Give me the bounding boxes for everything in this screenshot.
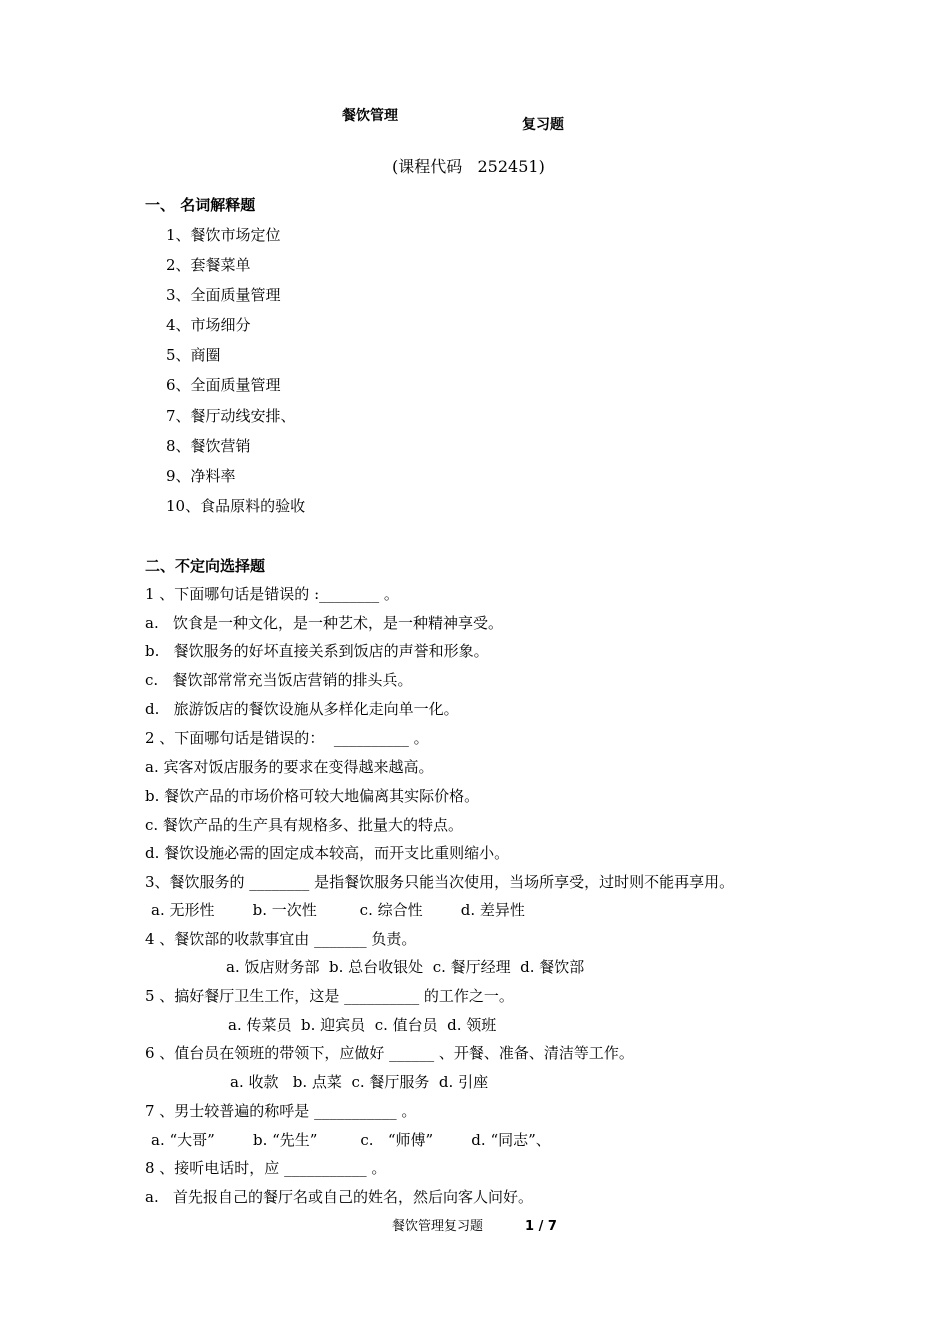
section1-heading: 一、 名词解释题 (145, 196, 256, 214)
option-line: d. 餐饮设施必需的固定成本较高，而开支比重则缩小。 (145, 844, 510, 862)
option-line: a. 无形性 b. 一次性 c. 综合性 d. 差异性 (151, 901, 525, 919)
option-line: b. 餐饮服务的好坏直接关系到饭店的声誉和形象。 (145, 642, 489, 660)
option-line: a. 饮食是一种文化，是一种艺术，是一种精神享受。 (145, 614, 504, 632)
option-line: a. 收款 b. 点菜 c. 餐厅服务 d. 引座 (230, 1073, 489, 1091)
footer-label: 餐饮管理复习题 (392, 1219, 484, 1234)
question-line: 4 、餐饮部的收款事宜由 _______ 负责。 (145, 930, 417, 948)
question-line: 6 、值台员在领班的带领下，应做好 ______ 、开餐、准备、清洁等工作。 (145, 1044, 634, 1062)
term-item: 2、套餐菜单 (166, 256, 251, 274)
section2-heading: 二、不定向选择题 (145, 557, 266, 575)
term-item: 6、全面质量管理 (166, 376, 281, 394)
option-line: a. 饭店财务部 b. 总台收银处 c. 餐厅经理 d. 餐饮部 (226, 958, 585, 976)
question-line: 1 、下面哪句话是错误的 :________ 。 (145, 585, 399, 603)
option-line: a. 宾客对饭店服务的要求在变得越来越高。 (145, 758, 434, 776)
term-item: 4、市场细分 (166, 316, 251, 334)
question-line: 5 、搞好餐厅卫生工作，这是 __________ 的工作之一。 (145, 987, 514, 1005)
term-item: 10、食品原料的验收 (166, 497, 306, 515)
term-item: 7、餐厅动线安排、 (166, 407, 296, 425)
question-line: 3、餐饮服务的 ________ 是指餐饮服务只能当次使用，当场所享受，过时则不能再享用。 (145, 873, 735, 891)
option-line: a. 传菜员 b. 迎宾员 c. 值台员 d. 领班 (228, 1016, 497, 1034)
page-number: 1 / 7 (525, 1219, 557, 1234)
option-line: b. 餐饮产品的市场价格可较大地偏离其实际价格。 (145, 787, 480, 805)
doc-title-right: 复习题 (522, 117, 564, 133)
course-code: (课程代码 252451) (392, 157, 545, 176)
term-item: 1、餐饮市场定位 (166, 226, 281, 244)
option-line: d. 旅游饭店的餐饮设施从多样化走向单一化。 (145, 700, 459, 718)
option-line: a. 首先报自己的餐厅名或自己的姓名，然后向客人问好。 (145, 1188, 534, 1206)
option-line: c. 餐饮产品的生产具有规格多、批量大的特点。 (145, 816, 463, 834)
doc-title-left: 餐饮管理 (342, 108, 398, 124)
term-item: 3、全面质量管理 (166, 286, 281, 304)
question-line: 7 、男士较普遍的称呼是 ___________ 。 (145, 1102, 417, 1120)
term-item: 9、净料率 (166, 467, 236, 485)
term-item: 5、商圈 (166, 346, 221, 364)
term-item: 8、餐饮营销 (166, 437, 251, 455)
option-line: c. 餐饮部常常充当饭店营销的排头兵。 (145, 671, 413, 689)
question-line: 2 、下面哪句话是错误的： __________ 。 (145, 729, 429, 747)
option-line: a. “大哥” b. “先生” c. “师傅” d. “同志”、 (151, 1131, 551, 1149)
question-line: 8 、接听电话时，应 ___________ 。 (145, 1159, 387, 1177)
